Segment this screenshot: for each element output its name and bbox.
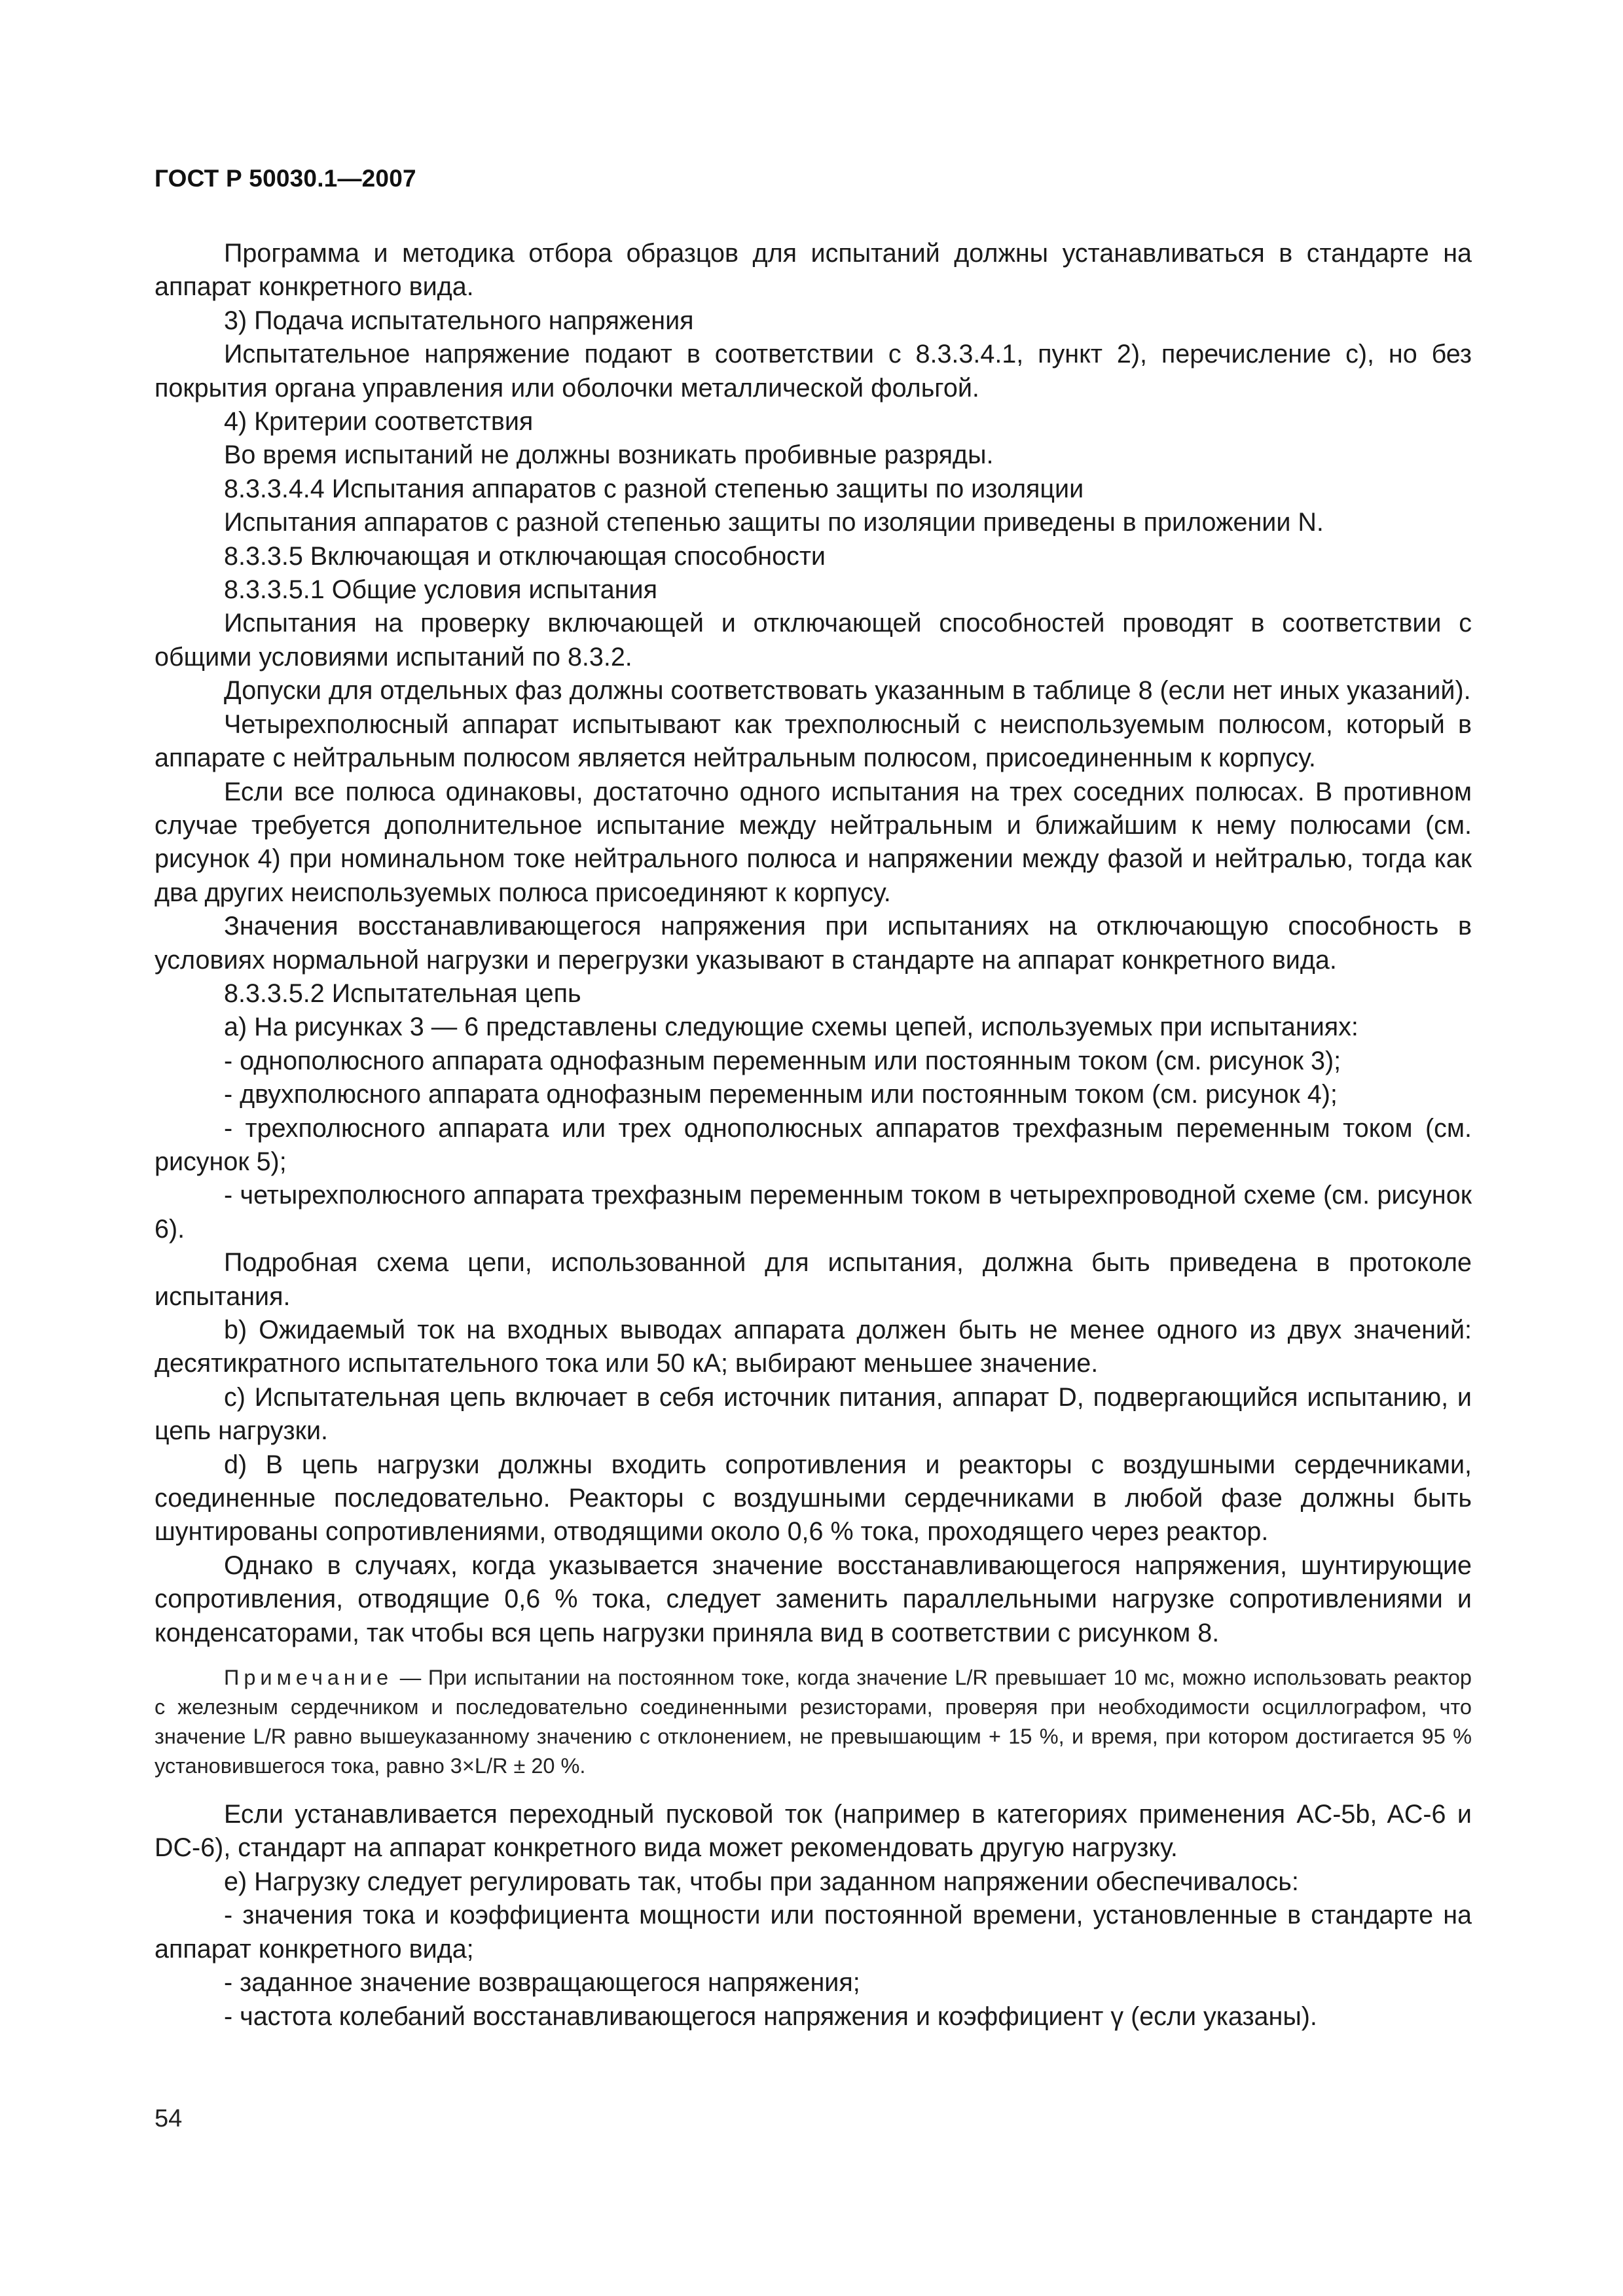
- document-header: ГОСТ Р 50030.1—2007: [155, 165, 416, 192]
- list-item: - четырехполюсного аппарата трехфазным переменным током в четырехпроводной схеме (см. рисунок 6).: [155, 1181, 1472, 1244]
- list-item: - однополюсного аппарата однофазным переменным или постоянным током (см. рисунок 3);: [224, 1046, 1341, 1075]
- note: [155, 1663, 1472, 1781]
- paragraph: Четырехполюсный аппарат испытывают как трехполюсный с неиспользуемым полюсом, который в аппарате с нейтральным полюсом является нейтральным полюсом, присоединенным к корпусу.: [155, 709, 1472, 773]
- paragraph: Подробная схема цепи, использованной для испытания, должна быть приведена в протоколе испытания.: [155, 1248, 1472, 1311]
- paragraph: Однако в случаях, когда указывается значение восстанавливающегося напряжения, шунтирующие сопротивления, отводящие 0,6 % тока, следует заменить параллельными нагрузке сопротивлениями и конденсаторами, так чтобы вся цепь нагрузки приняла вид в соответствии с рисунком 8.: [155, 1551, 1472, 1647]
- paragraph: Значения восстанавливающегося напряжения при испытаниях на отключающую способность в условиях нормальной нагрузки и перегрузки указывают в стандарте на аппарат конкретного вида.: [155, 912, 1472, 975]
- section-heading: 8.3.3.5.2 Испытательная цепь: [224, 978, 581, 1008]
- paragraph: Во время испытаний не должны возникать пробивные разряды.: [224, 440, 994, 470]
- list-item: - значения тока и коэффициента мощности или постоянной времени, установленные в стандарте на аппарат конкретного вида;: [155, 1901, 1472, 1964]
- note-label: Примечание: [224, 1666, 393, 1690]
- paragraph: Если устанавливается переходный пусковой ток (например в категориях применения AC-5b, AC-6 и DC-6), стандарт на аппарат конкретного вида может рекомендовать другую нагрузку.: [155, 1800, 1472, 1863]
- section-heading: 8.3.3.4.4 Испытания аппаратов с разной степенью защиты по изоляции: [224, 474, 1084, 503]
- paragraph: d) В цепь нагрузки должны входить сопротивления и реакторы с воздушными сердечниками, соединенные последовательно. Реакторы с воздушными сердечниками в любой фазе должны быть шунтированы сопротивлениями, отводящими около 0,6 % тока, проходящего через реактор.: [155, 1450, 1472, 1547]
- paragraph: Если все полюса одинаковы, достаточно одного испытания на трех соседних полюсах. В противном случае требуется дополнительное испытание между нейтральным и ближайшим к нему полюсами (см. рисунок 4) при номинальном токе нейтрального полюса и напряжении между фазой и нейтралью, тогда как два других неиспользуемых полюса присоединяют к корпусу.: [155, 777, 1472, 907]
- section-heading: 8.3.3.5 Включающая и отключающая способности: [224, 541, 826, 571]
- paragraph: Программа и методика отбора образцов для испытаний должны устанавливаться в стандарте на аппарат конкретного вида.: [155, 239, 1472, 302]
- note-text: — При испытании на постоянном токе, когда значение L/R превышает 10 мс, можно использовать реактор с железным сердечником и последовательно соединенными резисторами, проверяя при необходимости осциллографом, что значение L/R равно вышеуказанному значению с отклонением, не превышающим + 15 %, и время, при котором достигается 95 % установившегося тока, равно 3×L/R ± 20 %.: [155, 1666, 1472, 1778]
- paragraph: Испытания аппаратов с разной степенью защиты по изоляции приведены в приложении N.: [224, 508, 1324, 537]
- list-item: - двухполюсного аппарата однофазным переменным или постоянным током (см. рисунок 4);: [224, 1080, 1338, 1109]
- list-item: - частота колебаний восстанавливающегося напряжения и коэффициент γ (если указаны).: [224, 2001, 1317, 2031]
- paragraph: 4) Критерии соответствия: [224, 407, 534, 437]
- list-item: - трехполюсного аппарата или трех однополюсных аппаратов трехфазным переменным током (см. рисунок 5);: [155, 1113, 1472, 1176]
- paragraph: а) На рисунках 3 — 6 представлены следующие схемы цепей, используемых при испытаниях:: [224, 1013, 1359, 1042]
- paragraph: 3) Подача испытательного напряжения: [224, 306, 694, 335]
- document-body: [155, 237, 1472, 2034]
- paragraph: Допуски для отдельных фаз должны соответствовать указанным в таблице 8 (если нет иных указаний).: [224, 676, 1471, 706]
- paragraph: Испытания на проверку включающей и отключающей способностей проводят в соответствии с общими условиями испытаний по 8.3.2.: [155, 609, 1472, 672]
- paragraph: е) Нагрузку следует регулировать так, чтобы при заданном напряжении обеспечивалось:: [224, 1867, 1299, 1896]
- paragraph: c) Испытательная цепь включает в себя источник питания, аппарат D, подвергающийся испытанию, и цепь нагрузки.: [155, 1382, 1472, 1446]
- paragraph: Испытательное напряжение подают в соответствии с 8.3.3.4.1, пункт 2), перечисление с), но без покрытия органа управления или оболочки металлической фольгой.: [155, 340, 1472, 403]
- list-item: - заданное значение возвращающегося напряжения;: [224, 1968, 860, 1998]
- page-number: 54: [155, 2105, 183, 2132]
- paragraph: b) Ожидаемый ток на входных выводах аппарата должен быть не менее одного из двух значений: десятикратного испытательного тока или 50 кА; выбирают меньшее значение.: [155, 1316, 1472, 1378]
- section-heading: 8.3.3.5.1 Общие условия испытания: [224, 575, 657, 605]
